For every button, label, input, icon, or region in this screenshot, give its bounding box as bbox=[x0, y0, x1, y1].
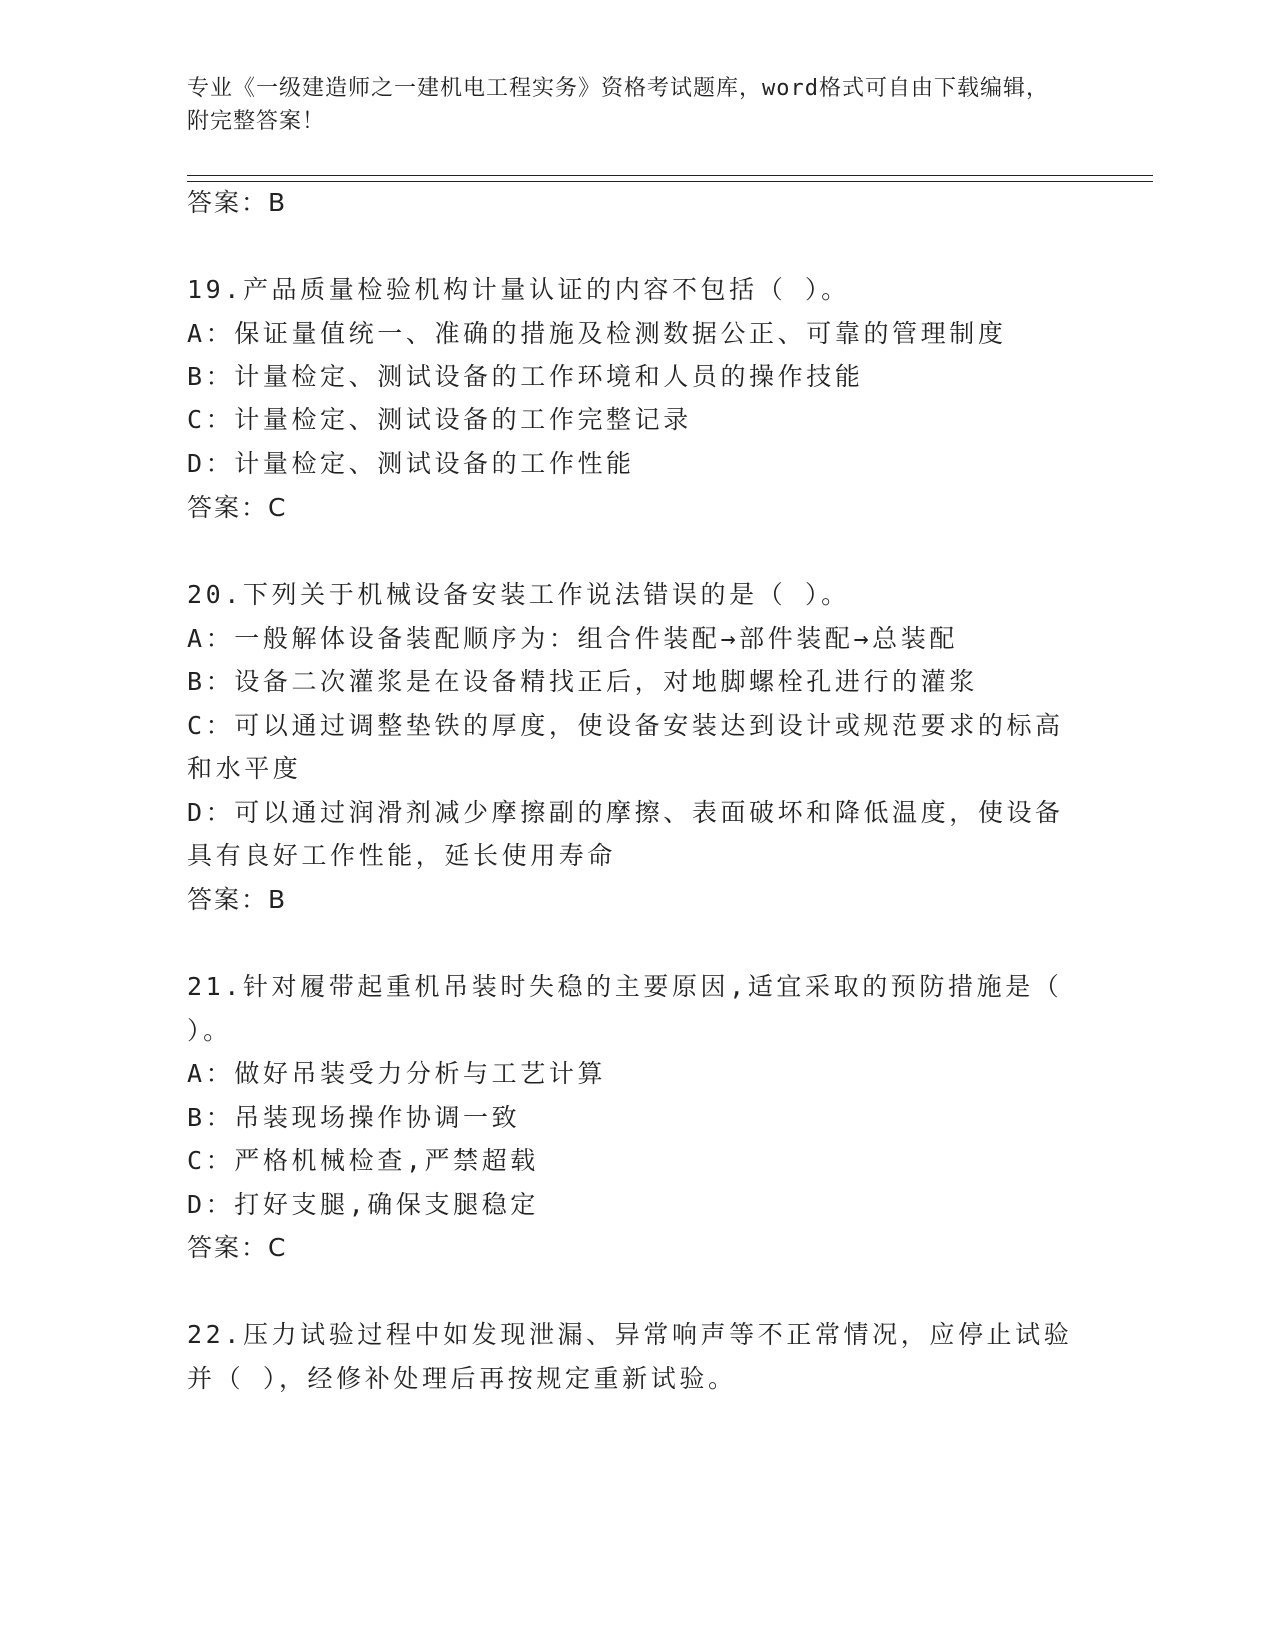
question-20-stem: 20.下列关于机械设备安装工作说法错误的是（ ）。 bbox=[187, 580, 850, 609]
document-header: 专业《一级建造师之一建机电工程实务》资格考试题库，word格式可自由下载编辑，附完整答案！ bbox=[187, 76, 1049, 134]
question-21-stem-line2: ）。 bbox=[187, 1016, 232, 1045]
question-21-option-c: C：严格机械检查,严禁超载 bbox=[187, 1146, 539, 1175]
question-20-option-c-line2: 和水平度 bbox=[187, 754, 302, 783]
question-20-answer: 答案：B bbox=[187, 885, 288, 914]
question-21-option-b: B：吊装现场操作协调一致 bbox=[187, 1103, 521, 1132]
header-rule-bottom bbox=[187, 181, 1153, 182]
question-20-option-d-line1: D：可以通过润滑剂减少摩擦副的摩擦、表面破坏和降低温度，使设备 bbox=[187, 798, 1064, 827]
question-21-option-d: D：打好支腿,确保支腿稳定 bbox=[187, 1190, 539, 1219]
question-20-option-c-line1: C：可以通过调整垫铁的厚度，使设备安装达到设计或规范要求的标高 bbox=[187, 711, 1064, 740]
question-19-answer: 答案：C bbox=[187, 493, 288, 522]
question-20-option-a: A：一般解体设备装配顺序为：组合件装配→部件装配→总装配 bbox=[187, 624, 958, 653]
question-20-option-b: B：设备二次灌浆是在设备精找正后，对地脚螺栓孔进行的灌浆 bbox=[187, 667, 978, 696]
question-19-option-c: C：计量检定、测试设备的工作完整记录 bbox=[187, 405, 692, 434]
question-20-option-d-line2: 具有良好工作性能，延长使用寿命 bbox=[187, 841, 617, 870]
question-21-answer: 答案：C bbox=[187, 1233, 288, 1262]
question-21-stem-line1: 21.针对履带起重机吊装时失稳的主要原因,适宜采取的预防措施是（ bbox=[187, 972, 1063, 1001]
question-19-option-a: A：保证量值统一、准确的措施及检测数据公正、可靠的管理制度 bbox=[187, 319, 1007, 348]
answer-previous: 答案：B bbox=[187, 188, 288, 217]
question-22-stem-line2: 并（ ），经修补处理后再按规定重新试验。 bbox=[187, 1364, 737, 1393]
header-rule-top bbox=[187, 175, 1153, 176]
question-19-option-b: B：计量检定、测试设备的工作环境和人员的操作技能 bbox=[187, 362, 864, 391]
question-22-stem-line1: 22.压力试验过程中如发现泄漏、异常响声等不正常情况，应停止试验 bbox=[187, 1320, 1073, 1349]
question-21-option-a: A：做好吊装受力分析与工艺计算 bbox=[187, 1059, 607, 1088]
question-19-option-d: D：计量检定、测试设备的工作性能 bbox=[187, 449, 635, 478]
question-19-stem: 19.产品质量检验机构计量认证的内容不包括（ ）。 bbox=[187, 275, 850, 304]
